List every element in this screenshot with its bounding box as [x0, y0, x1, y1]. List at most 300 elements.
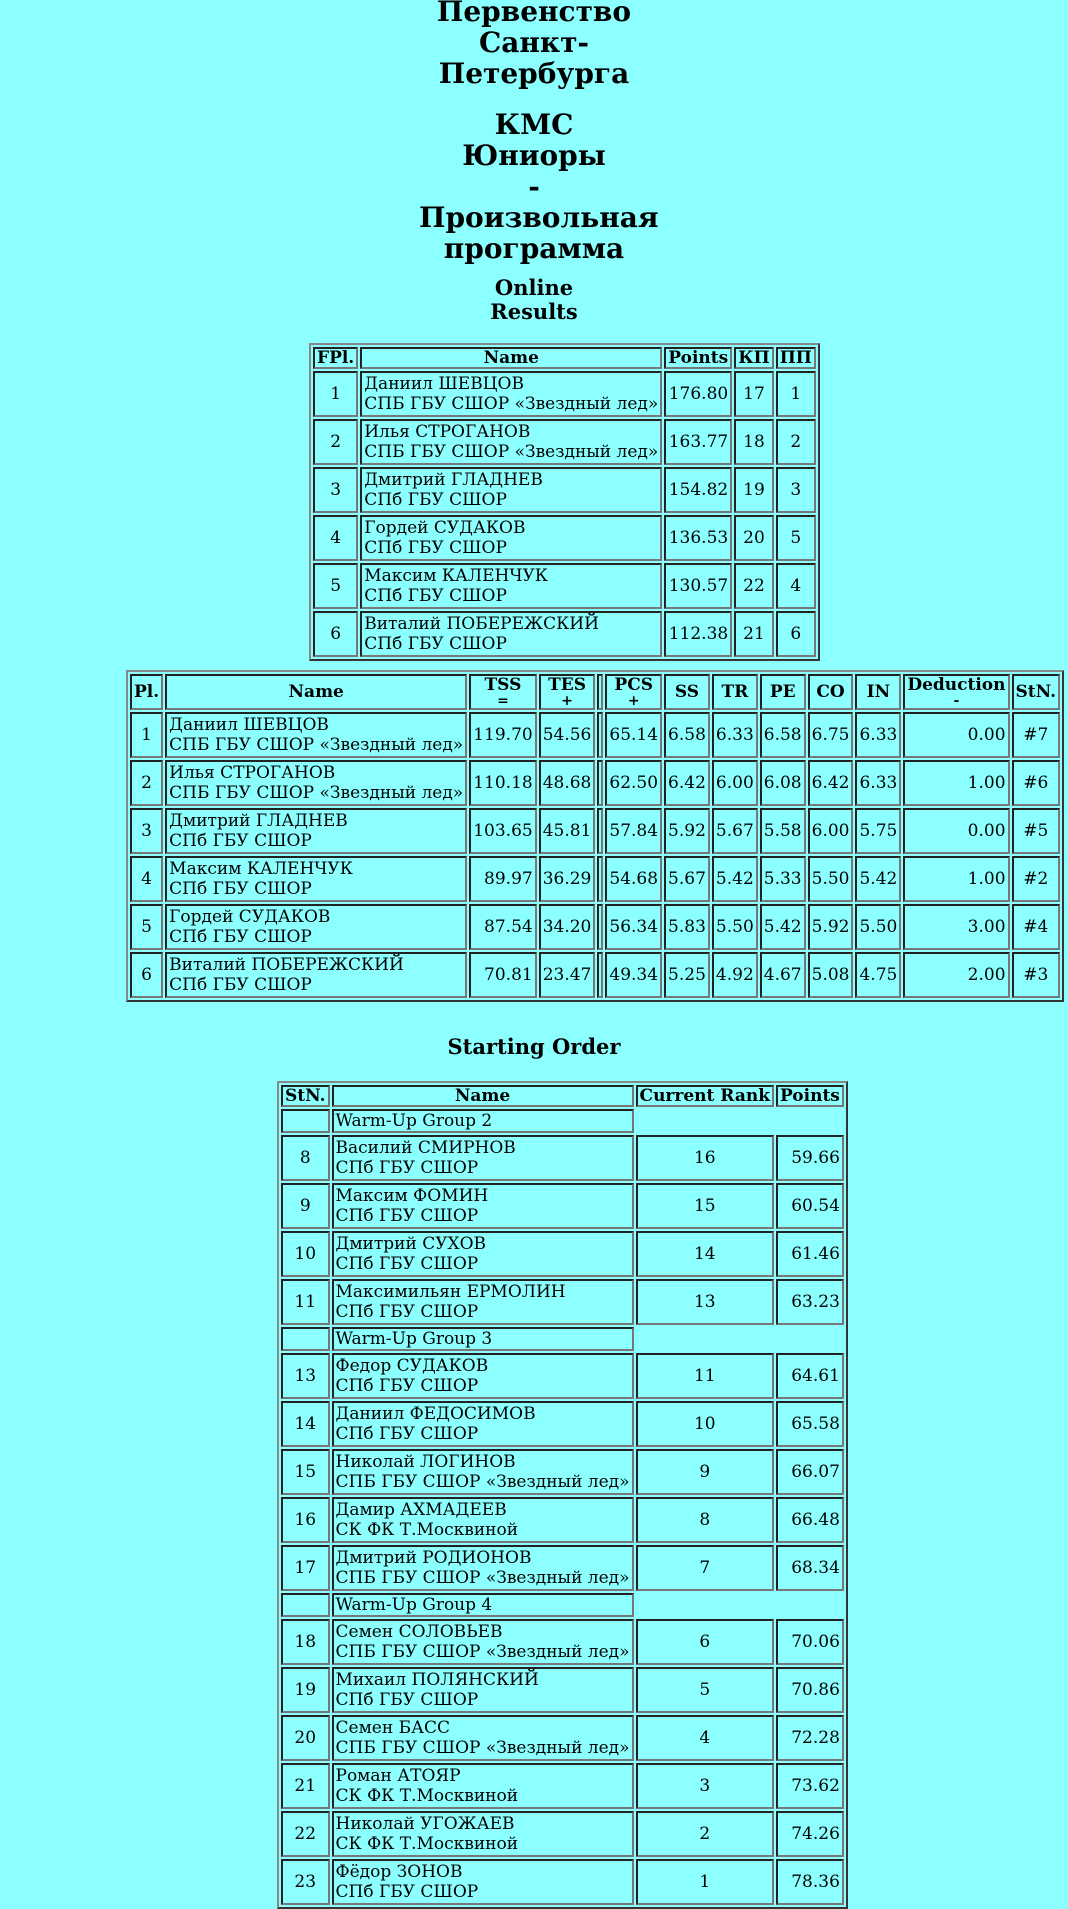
athlete-cell — [332, 1859, 634, 1905]
tr-score: 5.42 — [712, 856, 758, 902]
athlete-cell — [360, 563, 662, 609]
athlete-cell — [332, 1135, 634, 1181]
athlete-name: Максимильян ЕРМОЛИН — [335, 1282, 566, 1302]
athlete-club: СПБ ГБУ СШОР «Звездный лед» — [335, 1472, 630, 1492]
points: 59.66 — [776, 1135, 844, 1181]
athlete-cell — [332, 1763, 634, 1809]
start-number: 21 — [281, 1763, 330, 1809]
athlete-cell — [165, 808, 467, 854]
athlete-cell — [165, 760, 467, 806]
in-score: 6.33 — [855, 760, 901, 806]
tss-score: 70.81 — [469, 952, 536, 998]
athlete-club: СПб ГБУ СШОР — [335, 1302, 479, 1322]
deduction-value: 1.00 — [903, 760, 1009, 806]
table-header-row — [130, 674, 1060, 710]
starting-order-heading — [0, 1035, 1068, 1059]
athlete-name: Николай ЛОГИНОВ — [335, 1452, 516, 1472]
warmup-group-label: Warm-Up Group 2 — [332, 1109, 634, 1133]
table-header-row — [313, 347, 816, 369]
points: 63.23 — [776, 1279, 844, 1325]
athlete-club: СПб ГБУ СШОР — [169, 879, 312, 899]
athlete-cell — [332, 1619, 634, 1665]
segment-results-table — [126, 670, 1064, 1002]
total-points: 130.57 — [664, 563, 732, 609]
tss-score: 87.54 — [469, 904, 536, 950]
table-row — [130, 952, 1060, 998]
table-row — [130, 856, 1060, 902]
current-rank: 11 — [636, 1353, 774, 1399]
athlete-club: СПб ГБУ СШОР — [169, 831, 312, 851]
place: 5 — [130, 904, 163, 950]
current-rank: 1 — [636, 1859, 774, 1905]
table-row — [313, 371, 816, 417]
athlete-name: Даниил ШЕВЦОВ — [169, 715, 329, 735]
event-title — [0, 0, 1068, 89]
athlete-club: СПБ ГБУ СШОР «Звездный лед» — [364, 442, 659, 462]
group-stn-cell — [281, 1327, 330, 1351]
current-rank: 16 — [636, 1135, 774, 1181]
points: 61.46 — [776, 1231, 844, 1277]
group-empty-cell — [636, 1109, 844, 1133]
athlete-name: Илья СТРОГАНОВ — [364, 422, 531, 442]
table-row — [130, 760, 1060, 806]
athlete-club: СПб ГБУ СШОР — [169, 927, 312, 947]
tr-score: 6.00 — [712, 760, 758, 806]
athlete-cell — [332, 1401, 634, 1447]
event-title-line: Санкт- — [478, 26, 590, 59]
place: 6 — [130, 952, 163, 998]
athlete-cell — [360, 467, 662, 513]
ss-score: 5.25 — [664, 952, 710, 998]
athlete-club: СПБ ГБУ СШОР «Звездный лед» — [335, 1568, 630, 1588]
table-row — [281, 1135, 844, 1181]
athlete-cell — [332, 1353, 634, 1399]
in-score: 5.42 — [855, 856, 901, 902]
col-in: IN — [855, 674, 901, 710]
athlete-name: Семен БАСС — [335, 1718, 450, 1738]
athlete-name: Фёдор ЗОНОВ — [335, 1862, 463, 1882]
athlete-cell — [360, 515, 662, 561]
in-score: 5.75 — [855, 808, 901, 854]
tr-score: 6.33 — [712, 712, 758, 758]
tes-score: 36.29 — [539, 856, 596, 902]
co-score: 6.00 — [808, 808, 854, 854]
points: 73.62 — [776, 1763, 844, 1809]
starting-order-heading-text: Starting Order — [447, 1034, 621, 1059]
tes-score: 34.20 — [539, 904, 596, 950]
deduction-value: 1.00 — [903, 856, 1009, 902]
free-program-place: 5 — [776, 515, 816, 561]
online-results-heading-line: Online — [494, 275, 574, 300]
col-tes-label: TES — [548, 675, 586, 695]
start-number: 19 — [281, 1667, 330, 1713]
points: 70.86 — [776, 1667, 844, 1713]
category-title — [0, 109, 1068, 264]
athlete-name: Дмитрий СУХОВ — [335, 1234, 487, 1254]
points: 68.34 — [776, 1545, 844, 1591]
short-program-place: 22 — [734, 563, 774, 609]
final-place: 5 — [313, 563, 358, 609]
warmup-group-row — [281, 1109, 844, 1133]
col-pe: PE — [760, 674, 806, 710]
tr-score: 4.92 — [712, 952, 758, 998]
event-title-line: Петербурга — [438, 57, 630, 90]
athlete-club: СПБ ГБУ СШОР «Звездный лед» — [335, 1642, 630, 1662]
athlete-club: СПб ГБУ СШОР — [335, 1254, 479, 1274]
athlete-name: Максим ФОМИН — [335, 1186, 489, 1206]
col-tss-label: TSS — [484, 675, 522, 695]
table-row — [130, 712, 1060, 758]
athlete-name: Максим КАЛЕНЧУК — [364, 566, 548, 586]
pcs-score: 56.34 — [605, 904, 662, 950]
tss-score: 103.65 — [469, 808, 536, 854]
deduction-value: 3.00 — [903, 904, 1009, 950]
place: 2 — [130, 760, 163, 806]
athlete-name: Михаил ПОЛЯНСКИЙ — [335, 1670, 539, 1690]
col-spacer — [597, 674, 603, 710]
athlete-club: СПб ГБУ СШОР — [335, 1206, 479, 1226]
start-number: 10 — [281, 1231, 330, 1277]
short-program-place: 19 — [734, 467, 774, 513]
spacer-cell — [597, 904, 603, 950]
points: 66.07 — [776, 1449, 844, 1495]
pe-score: 5.33 — [760, 856, 806, 902]
athlete-name: Даниил ФЕДОСИМОВ — [335, 1404, 536, 1424]
athlete-name: Гордей СУДАКОВ — [169, 907, 331, 927]
short-program-place: 17 — [734, 371, 774, 417]
athlete-name: Федор СУДАКОВ — [335, 1356, 489, 1376]
start-number: #7 — [1012, 712, 1061, 758]
tes-score: 54.56 — [539, 712, 596, 758]
athlete-cell — [332, 1811, 634, 1857]
short-program-place: 21 — [734, 611, 774, 657]
col-name: Name — [360, 347, 662, 369]
category-title-line: КМС Юниоры — [462, 108, 606, 172]
start-number: 22 — [281, 1811, 330, 1857]
col-points: Points — [776, 1085, 844, 1107]
current-rank: 6 — [636, 1619, 774, 1665]
pcs-score: 57.84 — [605, 808, 662, 854]
current-rank: 14 — [636, 1231, 774, 1277]
athlete-cell — [360, 611, 662, 657]
co-score: 6.75 — [808, 712, 854, 758]
total-points: 136.53 — [664, 515, 732, 561]
co-score: 6.42 — [808, 760, 854, 806]
table-row — [313, 419, 816, 465]
total-points: 176.80 — [664, 371, 732, 417]
ss-score: 6.58 — [664, 712, 710, 758]
tes-score: 23.47 — [539, 952, 596, 998]
current-rank: 2 — [636, 1811, 774, 1857]
table-row — [281, 1667, 844, 1713]
table-row — [281, 1497, 844, 1543]
athlete-club: СПб ГБУ СШОР — [335, 1158, 479, 1178]
col-pcs-sign: + — [627, 693, 640, 709]
col-current-rank: Current Rank — [636, 1085, 774, 1107]
start-number: 23 — [281, 1859, 330, 1905]
start-number: 14 — [281, 1401, 330, 1447]
table-row — [281, 1619, 844, 1665]
pe-score: 5.42 — [760, 904, 806, 950]
current-rank: 5 — [636, 1667, 774, 1713]
short-program-place: 18 — [734, 419, 774, 465]
athlete-cell — [332, 1667, 634, 1713]
table-row — [130, 904, 1060, 950]
warmup-group-row — [281, 1327, 844, 1351]
tes-score: 45.81 — [539, 808, 596, 854]
spacer-cell — [597, 712, 603, 758]
athlete-cell — [360, 371, 662, 417]
tes-score: 48.68 — [539, 760, 596, 806]
col-name: Name — [165, 674, 467, 710]
short-program-place: 20 — [734, 515, 774, 561]
table-row — [281, 1763, 844, 1809]
athlete-club: СПБ ГБУ СШОР «Звездный лед» — [335, 1738, 630, 1758]
col-deduction — [903, 674, 1009, 710]
category-title-line: Произвольная — [419, 201, 659, 234]
place: 4 — [130, 856, 163, 902]
current-rank: 4 — [636, 1715, 774, 1761]
final-place: 3 — [313, 467, 358, 513]
points: 74.26 — [776, 1811, 844, 1857]
athlete-cell — [332, 1279, 634, 1325]
co-score: 5.08 — [808, 952, 854, 998]
current-rank: 8 — [636, 1497, 774, 1543]
table-row — [313, 467, 816, 513]
table-row — [281, 1279, 844, 1325]
col-points: Points — [664, 347, 732, 369]
tss-score: 89.97 — [469, 856, 536, 902]
table-row — [281, 1353, 844, 1399]
athlete-club: СПб ГБУ СШОР — [169, 975, 312, 995]
col-pcs-label: PCS — [614, 675, 653, 695]
athlete-cell — [332, 1497, 634, 1543]
total-points: 154.82 — [664, 467, 732, 513]
spacer-cell — [597, 856, 603, 902]
free-program-place: 1 — [776, 371, 816, 417]
pe-score: 5.58 — [760, 808, 806, 854]
final-place: 6 — [313, 611, 358, 657]
athlete-name: Виталий ПОБЕРЕЖСКИЙ — [364, 614, 599, 634]
col-fpl: FPl. — [313, 347, 358, 369]
start-number: 8 — [281, 1135, 330, 1181]
group-stn-cell — [281, 1593, 330, 1617]
athlete-club: СПб ГБУ СШОР — [335, 1690, 479, 1710]
deduction-value: 0.00 — [903, 712, 1009, 758]
athlete-club: СПБ ГБУ СШОР «Звездный лед» — [169, 783, 464, 803]
col-tes-sign: + — [561, 693, 573, 709]
start-number: #2 — [1012, 856, 1061, 902]
athlete-name: Дмитрий ГЛАДНЕВ — [169, 811, 348, 831]
athlete-name: Семен СОЛОВЬЕВ — [335, 1622, 503, 1642]
current-rank: 15 — [636, 1183, 774, 1229]
points: 78.36 — [776, 1859, 844, 1905]
points: 64.61 — [776, 1353, 844, 1399]
deduction-value: 2.00 — [903, 952, 1009, 998]
table-row — [281, 1401, 844, 1447]
athlete-name: Роман АТОЯР — [335, 1766, 461, 1786]
athlete-cell — [165, 712, 467, 758]
co-score: 5.50 — [808, 856, 854, 902]
table-row — [313, 563, 816, 609]
col-co: CO — [808, 674, 854, 710]
warmup-group-label: Warm-Up Group 4 — [332, 1593, 634, 1617]
points: 72.28 — [776, 1715, 844, 1761]
pe-score: 6.58 — [760, 712, 806, 758]
athlete-club: СПб ГБУ СШОР — [335, 1376, 479, 1396]
athlete-club: СК ФК Т.Москвиной — [335, 1786, 519, 1806]
athlete-name: Даниил ШЕВЦОВ — [364, 374, 524, 394]
athlete-cell — [360, 419, 662, 465]
free-program-place: 3 — [776, 467, 816, 513]
athlete-name: Виталий ПОБЕРЕЖСКИЙ — [169, 955, 404, 975]
points: 65.58 — [776, 1401, 844, 1447]
co-score: 5.92 — [808, 904, 854, 950]
start-number: #4 — [1012, 904, 1061, 950]
pcs-score: 49.34 — [605, 952, 662, 998]
col-pl: Pl. — [130, 674, 163, 710]
place: 3 — [130, 808, 163, 854]
table-row — [281, 1231, 844, 1277]
start-number: #5 — [1012, 808, 1061, 854]
tss-score: 110.18 — [469, 760, 536, 806]
athlete-name: Василий СМИРНОВ — [335, 1138, 516, 1158]
starting-order-table — [277, 1081, 848, 1909]
athlete-cell — [165, 856, 467, 902]
col-ss: SS — [664, 674, 710, 710]
online-results-heading — [0, 276, 1068, 324]
col-deduction-sign: - — [953, 693, 960, 709]
tr-score: 5.67 — [712, 808, 758, 854]
current-rank: 10 — [636, 1401, 774, 1447]
col-stn: StN. — [281, 1085, 330, 1107]
current-rank: 3 — [636, 1763, 774, 1809]
start-number: 16 — [281, 1497, 330, 1543]
free-program-place: 4 — [776, 563, 816, 609]
table-row — [281, 1183, 844, 1229]
tss-score: 119.70 — [469, 712, 536, 758]
col-name: Name — [332, 1085, 634, 1107]
athlete-club: СПб ГБУ СШОР — [364, 586, 507, 606]
current-rank: 9 — [636, 1449, 774, 1495]
athlete-club: СПб ГБУ СШОР — [364, 538, 507, 558]
final-place: 2 — [313, 419, 358, 465]
pcs-score: 62.50 — [605, 760, 662, 806]
athlete-cell — [332, 1545, 634, 1591]
athlete-club: СК ФК Т.Москвиной — [335, 1520, 519, 1540]
points: 66.48 — [776, 1497, 844, 1543]
start-number: #6 — [1012, 760, 1061, 806]
free-program-place: 2 — [776, 419, 816, 465]
table-row — [281, 1449, 844, 1495]
online-results-heading-line: Results — [490, 299, 578, 324]
start-number: #3 — [1012, 952, 1061, 998]
warmup-group-row — [281, 1593, 844, 1617]
group-empty-cell — [636, 1327, 844, 1351]
col-pcs — [605, 674, 662, 710]
group-empty-cell — [636, 1593, 844, 1617]
athlete-cell — [165, 952, 467, 998]
online-results-table — [309, 343, 820, 661]
col-tss-sign: = — [497, 693, 509, 709]
points: 70.06 — [776, 1619, 844, 1665]
pcs-score: 54.68 — [605, 856, 662, 902]
spacer-cell — [597, 952, 603, 998]
in-score: 4.75 — [855, 952, 901, 998]
start-number: 20 — [281, 1715, 330, 1761]
table-row — [281, 1545, 844, 1591]
group-stn-cell — [281, 1109, 330, 1133]
event-title-line: Первенство — [436, 0, 632, 28]
table-row — [130, 808, 1060, 854]
pcs-score: 65.14 — [605, 712, 662, 758]
final-place: 1 — [313, 371, 358, 417]
start-number: 9 — [281, 1183, 330, 1229]
athlete-club: СПБ ГБУ СШОР «Звездный лед» — [364, 394, 659, 414]
final-place: 4 — [313, 515, 358, 561]
col-tr: TR — [712, 674, 758, 710]
ss-score: 5.92 — [664, 808, 710, 854]
start-number: 13 — [281, 1353, 330, 1399]
spacer-cell — [597, 760, 603, 806]
ss-score: 6.42 — [664, 760, 710, 806]
free-program-place: 6 — [776, 611, 816, 657]
athlete-name: Дмитрий РОДИОНОВ — [335, 1548, 532, 1568]
athlete-cell — [332, 1231, 634, 1277]
athlete-club: СПб ГБУ СШОР — [364, 634, 507, 654]
start-number: 15 — [281, 1449, 330, 1495]
deduction-value: 0.00 — [903, 808, 1009, 854]
athlete-name: Гордей СУДАКОВ — [364, 518, 526, 538]
pe-score: 4.67 — [760, 952, 806, 998]
in-score: 6.33 — [855, 712, 901, 758]
points: 60.54 — [776, 1183, 844, 1229]
current-rank: 13 — [636, 1279, 774, 1325]
col-deduction-label: Deduction — [907, 675, 1006, 695]
tr-score: 5.50 — [712, 904, 758, 950]
spacer-cell — [597, 808, 603, 854]
start-number: 18 — [281, 1619, 330, 1665]
athlete-cell — [165, 904, 467, 950]
col-tss — [469, 674, 536, 710]
athlete-club: СПБ ГБУ СШОР «Звездный лед» — [169, 735, 464, 755]
athlete-name: Дамир АХМАДЕЕВ — [335, 1500, 507, 1520]
current-rank: 7 — [636, 1545, 774, 1591]
total-points: 163.77 — [664, 419, 732, 465]
col-tes — [539, 674, 596, 710]
athlete-club: СПб ГБУ СШОР — [364, 490, 507, 510]
athlete-club: СК ФК Т.Москвиной — [335, 1834, 519, 1854]
table-row — [313, 611, 816, 657]
total-points: 112.38 — [664, 611, 732, 657]
athlete-name: Николай УГОЖАЕВ — [335, 1814, 515, 1834]
athlete-cell — [332, 1449, 634, 1495]
athlete-name: Дмитрий ГЛАДНЕВ — [364, 470, 543, 490]
col-stn: StN. — [1012, 674, 1061, 710]
category-title-line: - — [528, 170, 540, 203]
warmup-group-label: Warm-Up Group 3 — [332, 1327, 634, 1351]
table-header-row — [281, 1085, 844, 1107]
ss-score: 5.67 — [664, 856, 710, 902]
athlete-club: СПб ГБУ СШОР — [335, 1424, 479, 1444]
athlete-club: СПб ГБУ СШОР — [335, 1882, 479, 1902]
col-kp: КП — [734, 347, 774, 369]
table-row — [313, 515, 816, 561]
col-pp: ПП — [776, 347, 816, 369]
athlete-name: Максим КАЛЕНЧУК — [169, 859, 353, 879]
table-row — [281, 1811, 844, 1857]
in-score: 5.50 — [855, 904, 901, 950]
